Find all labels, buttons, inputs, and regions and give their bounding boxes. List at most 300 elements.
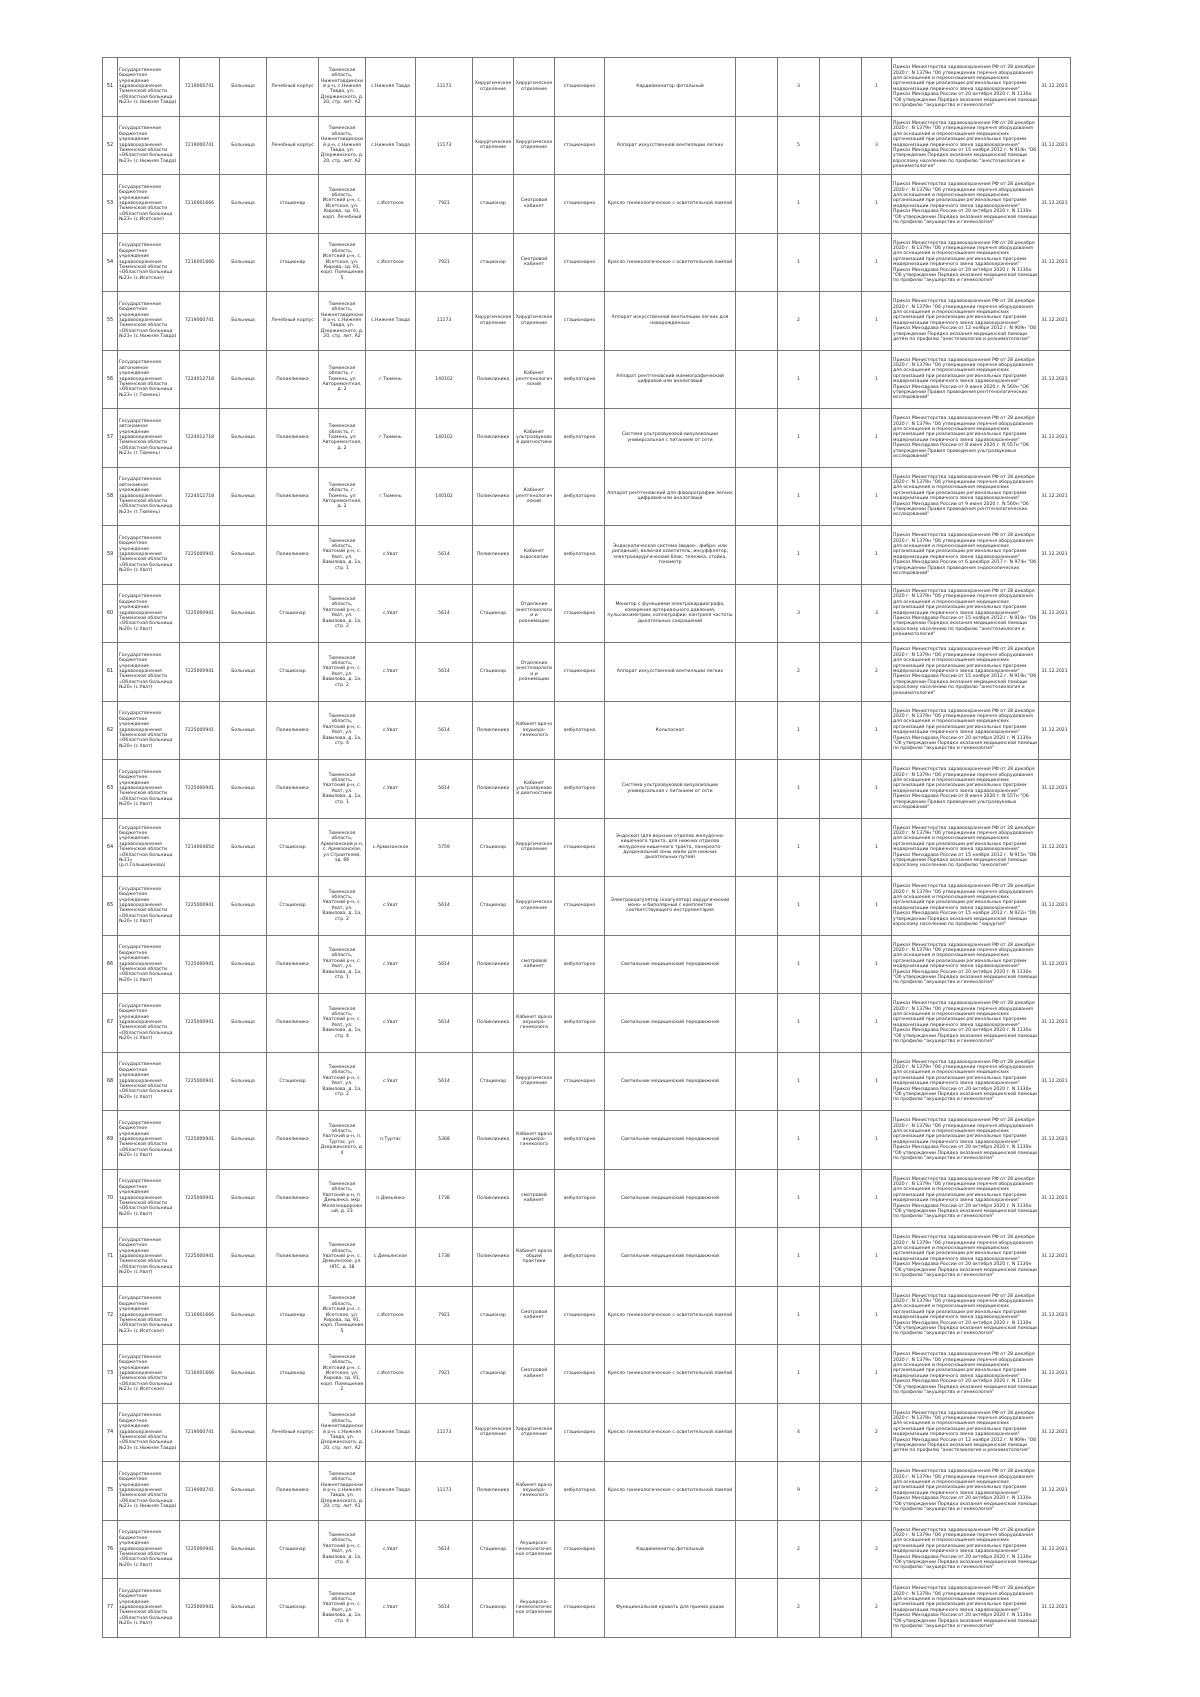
organization-name: Государственное бюджетное учреждение здравоохранения Тюменской области «Областная больница №23» (с.Исетское) [118,1345,180,1404]
table-row [103,409,1071,468]
room: Смотровой кабинет [514,1345,555,1404]
room: Кабинет врача акушера-гинеколога [514,701,555,760]
row-number: 71 [103,1228,118,1287]
population: 5614 [416,1520,473,1579]
inn: 7225000941 [180,935,220,994]
table-row [103,292,1071,351]
room: Кабинет рентгенологический [514,467,555,526]
legal-basis: Приказ Министерства здравоохранения РФ от 28 декабря 2020 г. N 1379н "Об утверждении перечня оборудования для оснащения и переоснащения медицинских организаций при реализации региональных программ модернизации первичного звена здравоохранения" Приказ Минздрава России от 12 ноября 2012 г. N 909н "Об утверждении Порядка оказания медицинской помощи детям по профилю "анестезиология и реаниматология" [892,1403,1039,1462]
quantity-planned: 1 [862,467,892,526]
legal-basis: Приказ Министерства здравоохранения РФ от 28 декабря 2020 г. N 1379н "Об утверждении перечня оборудования для оснащения и переоснащения медицинских организаций при реализации региональных программ модернизации первичного звена здравоохранения" Приказ Минздрава России от 20 октября 2020 г. N 1130н "Об утверждении Порядка оказания медицинской помощи по профилю "акушерство и гинекология" [892,1520,1039,1579]
quantity-planned: 1 [862,877,892,936]
care-condition: стационарно [555,292,605,351]
building-unit: Поликлиника [267,1111,319,1170]
population: 140102 [416,467,473,526]
organization-name: Государственное бюджетное учреждение здравоохранения Тюменской области «Областная больница №20» (с.Уват) [118,584,180,643]
population: 11173 [416,58,473,117]
address: Тюменская область, Уватский р-н, п. Туртас, ул. Дзержинского, д. 4 [319,1111,366,1170]
facility-type: Больница [220,409,267,468]
population: 7921 [416,1286,473,1345]
row-number: 77 [103,1579,118,1638]
legal-basis: Приказ Министерства здравоохранения РФ от 28 декабря 2020 г. N 1379н "Об утверждении перечня оборудования для оснащения и переоснащения медицинских организаций при реализации региональных программ модернизации первичного звена здравоохранения" Приказ Минздрава России от 15 ноября 2012 г. N 919н "Об утверждении Порядка оказания медицинской помощи взрослому населению по профилю "анестезиология и реаниматология" [892,584,1039,643]
empty-cell [736,1520,778,1579]
table-row [103,233,1071,292]
empty-cell [820,292,862,351]
legal-basis: Приказ Министерства здравоохранения РФ от 28 декабря 2020 г. N 1379н "Об утверждении перечня оборудования для оснащения и переоснащения медицинских организаций при реализации региональных программ модернизации первичного звена здравоохранения" Приказ Минздрава России от 8 июня 2020 г. N 557н "Об утверждении Правил проведения ультразвуковых исследований" [892,409,1039,468]
organization-name: Государственное бюджетное учреждение здравоохранения Тюменской области «Областная больница №23» (с.Нижняя Тавда) [118,58,180,117]
empty-cell [736,1345,778,1404]
address: Тюменская область, Уватский р-н, с. Уват, ул. Вавилова, д. 1а, стр. 1 [319,760,366,819]
department: Поликлиника [473,1169,514,1228]
population: 11173 [416,1403,473,1462]
care-condition: стационарно [555,233,605,292]
facility-type: Больница [220,1111,267,1170]
equipment-name: Аппарат искусственной вентиляции легких [605,643,736,702]
address: Тюменская область, Уватский р-н, с. Уват, ул. Вавилова, д. 1а, стр. 2 [319,1052,366,1111]
care-condition: стационарно [555,1403,605,1462]
inn: 7216001666 [180,1345,220,1404]
inn: 7216001666 [180,1286,220,1345]
empty-cell [736,935,778,994]
population: 5614 [416,760,473,819]
care-condition: стационарно [555,584,605,643]
equipment-name: Аппарат искусственной вентиляции легких для новорожденных [605,292,736,351]
inn: 7225000941 [180,1579,220,1638]
legal-basis: Приказ Министерства здравоохранения РФ от 28 декабря 2020 г. N 1379н "Об утверждении перечня оборудования для оснащения и переоснащения медицинских организаций при реализации региональных программ модернизации первичного звена здравоохранения" Приказ Минздрава России от 12 ноября 2012 г. N 909н "Об утверждении Порядка оказания медицинской помощи детям по профилю "анестезиология и реаниматология" [892,292,1039,351]
facility-type: Больница [220,1462,267,1521]
population: 140102 [416,409,473,468]
quantity-required: 1 [778,350,820,409]
address: Тюменская область, Уватский р-н, с. Уват, ул. Вавилова, д. 1а, стр. 2 [319,877,366,936]
quantity-planned: 1 [862,175,892,234]
locality: с.Уват [366,1052,416,1111]
legal-basis: Приказ Министерства здравоохранения РФ от 28 декабря 2020 г. N 1379н "Об утверждении перечня оборудования для оснащения и переоснащения медицинских организаций при реализации региональных программ модернизации первичного звена здравоохранения" Приказ Минздрава России от 9 июня 2020 г. N 560н "Об утверждении Правил проведения рентгенологических исследований" [892,350,1039,409]
quantity-planned: 1 [862,526,892,585]
equipment-name: Светильник медицинский передвижной [605,1228,736,1287]
population: 5614 [416,935,473,994]
care-condition: амбулаторно [555,526,605,585]
locality: с.Уват [366,935,416,994]
table-row [103,467,1071,526]
quantity-planned: 1 [862,994,892,1053]
care-condition: стационарно [555,877,605,936]
empty-cell [736,1111,778,1170]
quantity-planned: 1 [862,1052,892,1111]
due-date: 31.12.2021 [1039,1286,1071,1345]
facility-type: Больница [220,1052,267,1111]
empty-cell [820,643,862,702]
equipment-name: Кресло гинекологическое с осветительной лампой [605,1462,736,1521]
room: Хирургическое отделение [514,818,555,877]
table-row [103,1169,1071,1228]
due-date: 31.12.2021 [1039,409,1071,468]
empty-cell [820,584,862,643]
equipment-name: Светильник медицинский передвижной [605,935,736,994]
quantity-required: 2 [778,292,820,351]
organization-name: Государственное бюджетное учреждение здравоохранения Тюменской области «Областная больница №23» (с.Нижняя Тавда) [118,1462,180,1521]
building-unit: Лечебный корпус [267,292,319,351]
quantity-planned: 2 [862,1579,892,1638]
due-date: 31.12.2021 [1039,584,1071,643]
inn: 7225000941 [180,760,220,819]
legal-basis: Приказ Министерства здравоохранения РФ от 28 декабря 2020 г. N 1379н "Об утверждении перечня оборудования для оснащения и переоснащения медицинских организаций при реализации региональных программ модернизации первичного звена здравоохранения" Приказ Минздрава России от 20 октября 2020 г. N 1130н "Об утверждении Порядка оказания медицинской помощи по профилю "акушерство и гинекология" [892,701,1039,760]
row-number: 70 [103,1169,118,1228]
empty-cell [736,175,778,234]
empty-cell [820,233,862,292]
equipment-name: Светильник медицинский передвижной [605,1169,736,1228]
address: Тюменская область, Уватский р-н, с. Уват, ул. Вавилова, д. 1а, стр. 4 [319,994,366,1053]
facility-type: Больница [220,935,267,994]
empty-cell [736,701,778,760]
population: 1738 [416,1228,473,1287]
legal-basis: Приказ Министерства здравоохранения РФ от 28 декабря 2020 г. N 1379н "Об утверждении перечня оборудования для оснащения и переоснащения медицинских организаций при реализации региональных программ модернизации первичного звена здравоохранения" Приказ Минздрава России от 20 октября 2020 г. N 1130н "Об утверждении Порядка оказания медицинской помощи по профилю "акушерство и гинекология" [892,175,1039,234]
room: Кабинет врача акушера-гинеколога [514,1111,555,1170]
room: Хирургическое отделение [514,292,555,351]
care-condition: стационарно [555,58,605,117]
care-condition: амбулаторно [555,760,605,819]
room: Кабинет ультразвуковой диагностики [514,760,555,819]
address: Тюменская область, Уватский р-н, п. Демьянка, мкр Железнодорожный, д. 23 [319,1169,366,1228]
inn: 7225000941 [180,994,220,1053]
equipment-name: Светильник медицинский передвижной [605,1052,736,1111]
address: Тюменская область, Нижнетавдинский р-н, с.Нижняя Тавда, ул. Дзержинского, д. 20, стр. лит. А2 [319,1403,366,1462]
quantity-planned: 1 [862,701,892,760]
quantity-required: 1 [778,175,820,234]
empty-cell [820,1111,862,1170]
empty-cell [820,877,862,936]
empty-cell [736,1403,778,1462]
quantity-required: 1 [778,935,820,994]
inn: 7224012718 [180,467,220,526]
empty-cell [736,1228,778,1287]
building-unit: Стационар [267,1520,319,1579]
quantity-required: 4 [778,1403,820,1462]
room: Смотровой кабинет [514,175,555,234]
locality: с.Уват [366,1520,416,1579]
population: 5614 [416,994,473,1053]
quantity-required: 9 [778,1462,820,1521]
empty-cell [736,526,778,585]
population: 7921 [416,175,473,234]
care-condition: стационарно [555,1286,605,1345]
inn: 7219000741 [180,116,220,175]
organization-name: Государственное бюджетное учреждение здравоохранения Тюменской области «Областная больница №20» (с.Уват) [118,1520,180,1579]
equipment-name: Кольпоскоп [605,701,736,760]
row-number: 61 [103,643,118,702]
table-row [103,1345,1071,1404]
empty-cell [820,1286,862,1345]
locality: с.Исетское [366,1345,416,1404]
due-date: 31.12.2021 [1039,994,1071,1053]
inn: 7224012718 [180,409,220,468]
empty-cell [820,994,862,1053]
population: 5614 [416,1052,473,1111]
building-unit: Поликлиника [267,1169,319,1228]
table-row [103,116,1071,175]
due-date: 31.12.2021 [1039,1462,1071,1521]
legal-basis: Приказ Министерства здравоохранения РФ от 28 декабря 2020 г. N 1379н "Об утверждении перечня оборудования для оснащения и переоснащения медицинских организаций при реализации региональных программ модернизации первичного звена здравоохранения" Приказ Минздрава России от 6 декабря 2017 г. N 974н "Об утверждении Правил проведения эндоскопических исследований" [892,526,1039,585]
empty-cell [736,1462,778,1521]
locality: с.Нижняя Тавда [366,116,416,175]
building-unit: Поликлиника [267,350,319,409]
table-row [103,1228,1071,1287]
due-date: 31.12.2021 [1039,292,1071,351]
department: Поликлиника [473,760,514,819]
facility-type: Больница [220,175,267,234]
table-row [103,1052,1071,1111]
row-number: 74 [103,1403,118,1462]
quantity-planned: 3 [862,116,892,175]
address: Тюменская область, Исетский р-н, с. Исетское, ул. Кирова, зд. 91, корп. Помещение 5 [319,233,366,292]
facility-type: Больница [220,1228,267,1287]
empty-cell [820,1345,862,1404]
care-condition: стационарно [555,818,605,877]
due-date: 31.12.2021 [1039,818,1071,877]
locality: п.Туртас [366,1111,416,1170]
inn: 7225000941 [180,1169,220,1228]
empty-cell [736,760,778,819]
care-condition: амбулаторно [555,467,605,526]
row-number: 51 [103,58,118,117]
quantity-planned: 1 [862,350,892,409]
table-row [103,1462,1071,1521]
locality: с.Исетское [366,233,416,292]
population: 11173 [416,292,473,351]
facility-type: Больница [220,58,267,117]
organization-name: Государственное бюджетное учреждение здравоохранения Тюменской области «Областная больница №20» (с.Уват) [118,701,180,760]
facility-type: Больница [220,467,267,526]
address: Тюменская область, Нижнетавдинский р-н, с.Нижняя Тавда, ул. Дзержинского, д. 20, стр. лит. А2 [319,292,366,351]
population: 5759 [416,818,473,877]
address: Тюменская область, Уватский р-н, с. Уват, ул. Вавилова, д. 1а, стр. 4 [319,701,366,760]
address: Тюменская область, Уватский р-н, с. Уват, ул. Вавилова, д. 1а, стр. 4 [319,1579,366,1638]
table-row [103,1111,1071,1170]
care-condition: амбулаторно [555,1462,605,1521]
building-unit: Поликлиника [267,409,319,468]
locality: с.Нижняя Тавда [366,1403,416,1462]
empty-cell [736,233,778,292]
population: 140102 [416,350,473,409]
table-row [103,935,1071,994]
locality: с.Уват [366,526,416,585]
address: Тюменская область, Исетский р-н, с. Исетское, ул. Кирова, зд. 91, корп. Помещение 5 [319,1286,366,1345]
legal-basis: Приказ Министерства здравоохранения РФ от 28 декабря 2020 г. N 1379н "Об утверждении перечня оборудования для оснащения и переоснащения медицинских организаций при реализации региональных программ модернизации первичного звена здравоохранения" Приказ Минздрава России от 20 октября 2020 г. N 1130н "Об утверждении Порядка оказания медицинской помощи по профилю "акушерство и гинекология" [892,58,1039,117]
row-number: 63 [103,760,118,819]
table-row [103,526,1071,585]
quantity-required: 1 [778,1228,820,1287]
care-condition: стационарно [555,1579,605,1638]
empty-cell [820,1462,862,1521]
empty-cell [820,409,862,468]
due-date: 31.12.2021 [1039,526,1071,585]
equipment-name: Кресло гинекологическое с осветительной лампой [605,1345,736,1404]
facility-type: Больница [220,818,267,877]
population: 5614 [416,1579,473,1638]
quantity-required: 3 [778,584,820,643]
quantity-required: 1 [778,760,820,819]
due-date: 31.12.2021 [1039,467,1071,526]
building-unit: Лечебный корпус [267,116,319,175]
locality: г.Тюмень [366,409,416,468]
empty-cell [820,1169,862,1228]
population: 11173 [416,116,473,175]
legal-basis: Приказ Министерства здравоохранения РФ от 28 декабря 2020 г. N 1379н "Об утверждении перечня оборудования для оснащения и переоснащения медицинских организаций при реализации региональных программ модернизации первичного звена здравоохранения" Приказ Минздрава России от 20 октября 2020 г. N 1130н "Об утверждении Порядка оказания медицинской помощи по профилю "акушерство и гинекология" [892,1169,1039,1228]
care-condition: амбулаторно [555,994,605,1053]
address: Тюменская область, Уватский р-н, с. Уват, ул. Вавилова, д. 1а, стр. 2 [319,584,366,643]
inn: 7219000741 [180,1462,220,1521]
building-unit: Поликлиника [267,1228,319,1287]
row-number: 53 [103,175,118,234]
legal-basis: Приказ Министерства здравоохранения РФ от 28 декабря 2020 г. N 1379н "Об утверждении перечня оборудования для оснащения и переоснащения медицинских организаций при реализации региональных программ модернизации первичного звена здравоохранения" Приказ Минздрава России от 9 июня 2020 г. N 560н "Об утверждении Правил проведения рентгенологических исследований" [892,467,1039,526]
department: Поликлиника [473,467,514,526]
room: Хирургическое отделение [514,116,555,175]
row-number: 58 [103,467,118,526]
empty-cell [736,1169,778,1228]
quantity-required: 1 [778,877,820,936]
building-unit: Стационар [267,1052,319,1111]
locality: с.Уват [366,1579,416,1638]
facility-type: Больница [220,1520,267,1579]
building-unit: Стационар [267,643,319,702]
building-unit: Лечебный корпус [267,1403,319,1462]
quantity-planned: 1 [862,1169,892,1228]
building-unit: Стационар [267,584,319,643]
facility-type: Больница [220,643,267,702]
building-unit: Поликлиника [267,760,319,819]
empty-cell [820,116,862,175]
building-unit: Поликлиника [267,526,319,585]
organization-name: Государственное бюджетное учреждение здравоохранения Тюменской области «Областная больница №20» (с.Уват) [118,1111,180,1170]
building-unit: стационар [267,1345,319,1404]
department: Стационар [473,643,514,702]
building-unit: стационар [267,1286,319,1345]
equipment-name: Эндоскопическая система (видео-, фибро- или ригидный), включая осветитель, инсуффлятор, электрохирургический блок, тележка, стойка, тонометр [605,526,736,585]
inn: 7225000941 [180,1111,220,1170]
building-unit: стационар [267,233,319,292]
building-unit: Стационар [267,877,319,936]
due-date: 31.12.2021 [1039,701,1071,760]
organization-name: Государственное бюджетное учреждение здравоохранения Тюменской области «Областная больница №20» (с.Уват) [118,994,180,1053]
locality: г.Тюмень [366,467,416,526]
equipment-name: Кресло гинекологическое с осветительной лампой [605,1286,736,1345]
inn: 7219000741 [180,1403,220,1462]
department: Хирургическое отделение [473,292,514,351]
facility-type: Больница [220,1345,267,1404]
table-row [103,1579,1071,1638]
quantity-required: 2 [778,1579,820,1638]
inn: 7225000941 [180,1520,220,1579]
address: Тюменская область, г. Тюмень, ул Авторемонтная, д. 2 [319,350,366,409]
facility-type: Больница [220,350,267,409]
care-condition: амбулаторно [555,1111,605,1170]
population: 7921 [416,233,473,292]
empty-cell [736,994,778,1053]
care-condition: амбулаторно [555,1169,605,1228]
quantity-required: 1 [778,467,820,526]
empty-cell [736,1286,778,1345]
care-condition: амбулаторно [555,1228,605,1287]
legal-basis: Приказ Министерства здравоохранения РФ от 28 декабря 2020 г. N 1379н "Об утверждении перечня оборудования для оснащения и переоснащения медицинских организаций при реализации региональных программ модернизации первичного звена здравоохранения" Приказ Минздрава России от 20 октября 2020 г. N 1130н "Об утверждении Порядка оказания медицинской помощи по профилю "акушерство и гинекология" [892,1345,1039,1404]
care-condition: амбулаторно [555,935,605,994]
facility-type: Больница [220,701,267,760]
legal-basis: Приказ Министерства здравоохранения РФ от 28 декабря 2020 г. N 1379н "Об утверждении перечня оборудования для оснащения и переоснащения медицинских организаций при реализации региональных программ модернизации первичного звена здравоохранения" Приказ Минздрава России от 20 октября 2020 г. N 1130н "Об утверждении Порядка оказания медицинской помощи по профилю "акушерство и гинекология" [892,233,1039,292]
due-date: 31.12.2021 [1039,58,1071,117]
inn: 7219000741 [180,58,220,117]
building-unit: Поликлиника [267,994,319,1053]
room: Смотровой кабинет [514,1286,555,1345]
legal-basis: Приказ Министерства здравоохранения РФ от 28 декабря 2020 г. N 1379н "Об утверждении перечня оборудования для оснащения и переоснащения медицинских организаций при реализации региональных программ модернизации первичного звена здравоохранения" Приказ Минздрава России от 15 ноября 2012 г. N 919н "Об утверждении Порядка оказания медицинской помощи взрослому населению по профилю "анестезиология и реаниматология" [892,643,1039,702]
locality: с.Уват [366,877,416,936]
locality: с.Демьянское [366,1228,416,1287]
table-row [103,643,1071,702]
population: 7921 [416,1345,473,1404]
care-condition: стационарно [555,1345,605,1404]
empty-cell [736,58,778,117]
address: Тюменская область, Нижнетавдинский р-н, с.Нижняя Тавда, ул. Дзержинского, д. 20, стр. лит. А2 [319,116,366,175]
department: Стационар [473,1052,514,1111]
quantity-planned: 1 [862,1228,892,1287]
table-row [103,994,1071,1053]
department: стационар [473,1286,514,1345]
care-condition: стационарно [555,1052,605,1111]
empty-cell [820,1228,862,1287]
organization-name: Государственное бюджетное учреждение здравоохранения Тюменской области «Областная больница №20» (с.Уват) [118,935,180,994]
empty-cell [736,350,778,409]
due-date: 31.12.2021 [1039,643,1071,702]
room: смотровой кабинет [514,1169,555,1228]
locality: с.Уват [366,994,416,1053]
organization-name: Государственное бюджетное учреждение здравоохранения Тюменской области «Областная больница №23» (с.Исетское) [118,1286,180,1345]
legal-basis: Приказ Министерства здравоохранения РФ от 28 декабря 2020 г. N 1379н "Об утверждении перечня оборудования для оснащения и переоснащения медицинских организаций при реализации региональных программ модернизации первичного звена здравоохранения" Приказ Минздрава России от 15 ноября 2012 г. N 919н "Об утверждении Порядка оказания медицинской помощи взрослому населению по профилю "анестезиология и реаниматология" [892,116,1039,175]
address: Тюменская область, Армизонский р-н, с. Армизонское, ул Строителей, зд. 66 [319,818,366,877]
legal-basis: Приказ Министерства здравоохранения РФ от 28 декабря 2020 г. N 1379н "Об утверждении перечня оборудования для оснащения и переоснащения медицинских организаций при реализации региональных программ модернизации первичного звена здравоохранения" Приказ Минздрава России от 20 октября 2020 г. N 1130н "Об утверждении Порядка оказания медицинской помощи по профилю "акушерство и гинекология" [892,1052,1039,1111]
quantity-planned: 1 [862,935,892,994]
room: Хирургическое отделение [514,877,555,936]
room: смотровой кабинет [514,935,555,994]
legal-basis: Приказ Министерства здравоохранения РФ от 28 декабря 2020 г. N 1379н "Об утверждении перечня оборудования для оснащения и переоснащения медицинских организаций при реализации региональных программ модернизации первичного звена здравоохранения" Приказ Минздрава России от 20 октября 2020 г. N 1130н "Об утверждении Порядка оказания медицинской помощи по профилю "акушерство и гинекология" [892,1111,1039,1170]
empty-cell [820,526,862,585]
empty-cell [820,701,862,760]
quantity-required: 1 [778,994,820,1053]
equipment-name: Кресло гинекологическое с осветительной лампой [605,175,736,234]
address: Тюменская область, Уватский р-н, с. Демьянское, ул. НПС, д. 38 [319,1228,366,1287]
room: Кабинет врача акушера-гинеколога [514,1462,555,1521]
equipment-name: Функциональная кровать для приема родов [605,1579,736,1638]
room: Отделение анестезиологии и реанимации [514,584,555,643]
empty-cell [736,584,778,643]
room: Кабинет врача акушера-гинеколога [514,994,555,1053]
inn: 7225000941 [180,701,220,760]
equipment-name: Электрокоагулятор (коагулятор) хирургический моно- и биполярный с комплектом соответствующего инструментария [605,877,736,936]
facility-type: Больница [220,233,267,292]
equipment-name: Светильник медицинский передвижной [605,1111,736,1170]
department: Стационар [473,877,514,936]
quantity-planned: 1 [862,58,892,117]
department: Поликлиника [473,1228,514,1287]
room: Хирургическое отделение [514,1403,555,1462]
department: стационар [473,175,514,234]
organization-name: Государственное автономное учреждение здравоохранения Тюменской области «Областная больница №23» (г.Тюмень) [118,467,180,526]
room: Акушерско-гинекологическое отделение [514,1579,555,1638]
address: Тюменская область, Уватский р-н, с. Уват, ул. Вавилова, д. 1а, стр. 4 [319,1520,366,1579]
locality: с.Уват [366,643,416,702]
organization-name: Государственное автономное учреждение здравоохранения Тюменской области «Областная больница №23» (г.Тюмень) [118,350,180,409]
quantity-planned: 2 [862,1520,892,1579]
facility-type: Больница [220,116,267,175]
room: Хирургическое отделение [514,58,555,117]
due-date: 31.12.2021 [1039,1111,1071,1170]
empty-cell [820,1052,862,1111]
